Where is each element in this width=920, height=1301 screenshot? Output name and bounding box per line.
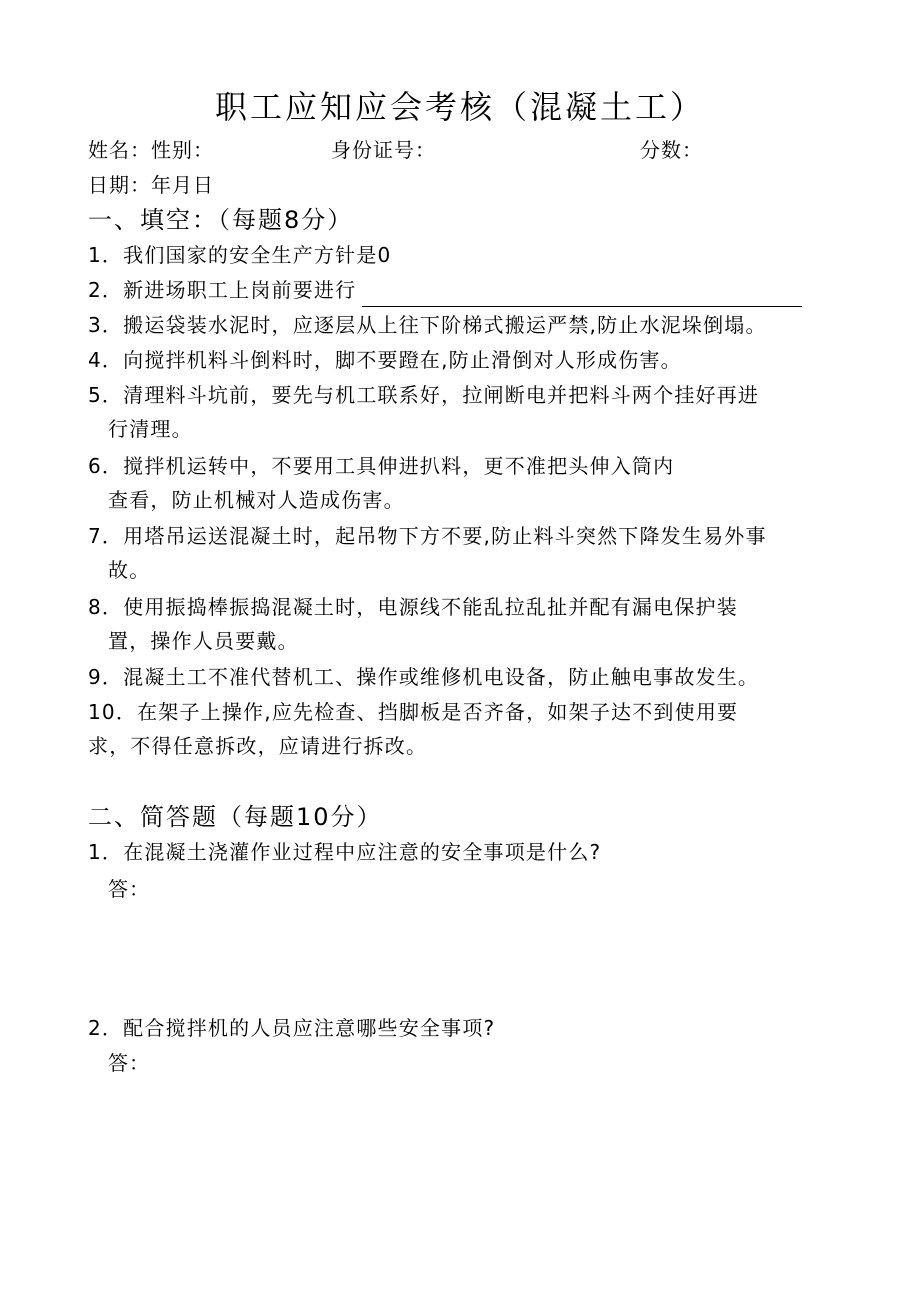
section1-heading: 一、填空：（每题8分）: [88, 206, 354, 234]
fill-question-10: 10．在架子上操作,应先检查、挡脚板是否齐备，如架子达不到使用要 求，不得任意拆改，应请进行拆改。: [88, 700, 739, 758]
fill-question-7: 7．用塔吊运送混凝土时，起吊物下方不要,防止料斗突然下降发生易外事 故。: [88, 524, 767, 582]
name-gender-label: 姓名：性别：: [88, 138, 214, 162]
fill-question-9: 9．混凝土工不准代替机工、操作或维修机电设备，防止触电事故发生。: [88, 665, 760, 689]
section2-heading: 二、简答题（每题10分）: [88, 803, 383, 831]
short-answer-question-1: 1．在混凝土浇灌作业过程中应注意的安全事项是什么?: [88, 840, 602, 864]
score-label: 分数：: [640, 138, 703, 162]
answer-blank-line[interactable]: [362, 286, 802, 307]
date-label: 日期：年月日: [88, 173, 214, 197]
short-answer-question-2: 2．配合搅拌机的人员应注意哪些安全事项?: [88, 1016, 496, 1040]
fill-question-3: 3．搬运袋装水泥时，应逐层从上往下阶梯式搬运严禁,防止水泥垛倒塌。: [88, 313, 767, 337]
answer-label-2[interactable]: 答：: [108, 1051, 150, 1075]
fill-question-2: 2．新进场职工上岗前要进行: [88, 273, 838, 307]
fill-question-1: 1．我们国家的安全生产方针是0: [88, 243, 392, 267]
page-title: 职工应知应会考核（混凝土工）: [214, 88, 705, 126]
answer-label-1[interactable]: 答：: [108, 877, 150, 901]
fill-question-6: 6．搅拌机运转中，不要用工具伸进扒料，更不准把头伸入筒内 查看，防止机械对人造成伤害。: [88, 454, 675, 512]
fill-question-8: 8．使用振捣棒振捣混凝土时，电源线不能乱拉乱扯并配有漏电保护装 置，操作人员要戴。: [88, 595, 738, 653]
fill-question-4: 4．向搅拌机料斗倒料时，脚不要蹬在,防止滑倒对人形成伤害。: [88, 348, 682, 372]
fill-question-5: 5．清理料斗坑前，要先与机工联系好，拉闸断电并把料斗两个挂好再进 行清理。: [88, 383, 760, 441]
id-number-label: 身份证号：: [331, 138, 436, 162]
